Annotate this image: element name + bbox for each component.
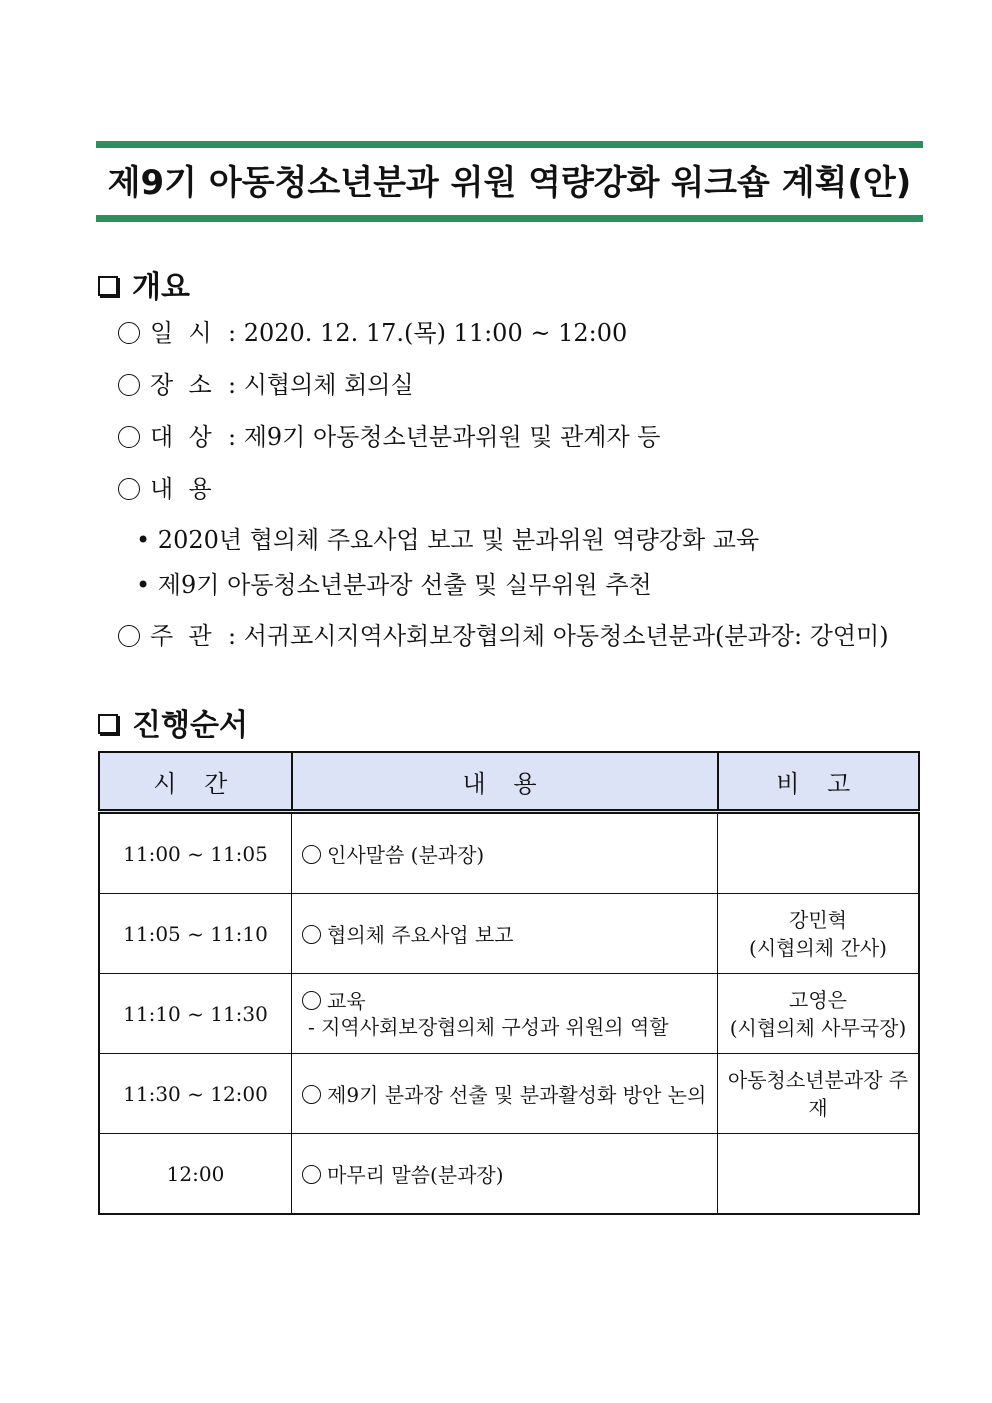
table-row xyxy=(99,1134,919,1215)
table-row xyxy=(99,812,919,894)
content-bullet-1: • 2020년 협의체 주요사업 보고 및 분과위원 역량강화 교육 xyxy=(136,526,760,554)
title-rule-top xyxy=(96,141,923,148)
row-time: 11:05 ~ 11:10 xyxy=(99,894,292,974)
row-time: 11:10 ~ 11:30 xyxy=(99,974,292,1054)
table-header-row xyxy=(99,752,919,812)
row-time: 12:00 xyxy=(99,1134,292,1215)
row-content-sub: - 지역사회보장협의체 구성과 위원의 역할 xyxy=(308,1014,669,1039)
square-bullet-icon xyxy=(98,714,118,734)
row-note: 강민혁 (시협의체 간사) xyxy=(718,894,920,974)
title-rule-bottom xyxy=(96,215,923,222)
square-bullet-icon xyxy=(98,276,118,296)
content-bullet-2: • 제9기 아동청소년분과장 선출 및 실무위원 추천 xyxy=(136,571,652,599)
row-note: 고영은 (시협의체 사무국장) xyxy=(718,974,920,1054)
overview-item-datetime: 일 시 : 2020. 12. 17.(목) 11:00 ~ 12:00 xyxy=(118,313,627,348)
section-schedule-heading: 진행순서 xyxy=(98,700,248,744)
row-content: 교육 - 지역사회보장협의체 구성과 위원의 역할 xyxy=(292,974,718,1054)
row-time: 11:30 ~ 12:00 xyxy=(99,1054,292,1134)
row-content: 마무리 말씀(분과장) xyxy=(292,1134,718,1215)
overview-item-content: 내 용 xyxy=(118,469,228,504)
circle-bullet-icon xyxy=(118,374,140,396)
row-time: 11:00 ~ 11:05 xyxy=(99,812,292,894)
circle-bullet-icon xyxy=(118,322,140,344)
table-row xyxy=(99,894,919,974)
header-time: 시 간 xyxy=(99,752,292,812)
header-content: 내 용 xyxy=(292,752,718,812)
row-content: 인사말씀 (분과장) xyxy=(292,812,718,894)
header-note: 비 고 xyxy=(718,752,920,812)
circle-bullet-icon xyxy=(302,925,321,944)
table-row xyxy=(99,1054,919,1134)
overview-item-place: 장 소 : 시협의체 회의실 xyxy=(118,365,414,400)
row-content: 협의체 주요사업 보고 xyxy=(292,894,718,974)
circle-bullet-icon xyxy=(302,1085,321,1104)
circle-bullet-icon xyxy=(118,625,140,647)
row-note xyxy=(718,812,920,894)
circle-bullet-icon xyxy=(118,478,140,500)
circle-bullet-icon xyxy=(118,426,140,448)
page-title: 제9기 아동청소년분과 위원 역량강화 워크숍 계획(안) xyxy=(107,163,912,203)
row-note: 아동청소년분과장 주재 xyxy=(718,1054,920,1134)
circle-bullet-icon xyxy=(302,845,321,864)
overview-item-target: 대 상 : 제9기 아동청소년분과위원 및 관계자 등 xyxy=(118,417,660,452)
row-note xyxy=(718,1134,920,1215)
schedule-table xyxy=(98,751,920,1215)
circle-bullet-icon xyxy=(302,991,321,1010)
row-content: 제9기 분과장 선출 및 분과활성화 방안 논의 xyxy=(292,1054,718,1134)
circle-bullet-icon xyxy=(302,1165,321,1184)
table-row xyxy=(99,974,919,1054)
overview-item-host: 주 관 : 서귀포시지역사회보장협의체 아동청소년분과(분과장: 강연미) xyxy=(118,616,889,651)
section-overview-heading: 개요 xyxy=(98,262,190,306)
